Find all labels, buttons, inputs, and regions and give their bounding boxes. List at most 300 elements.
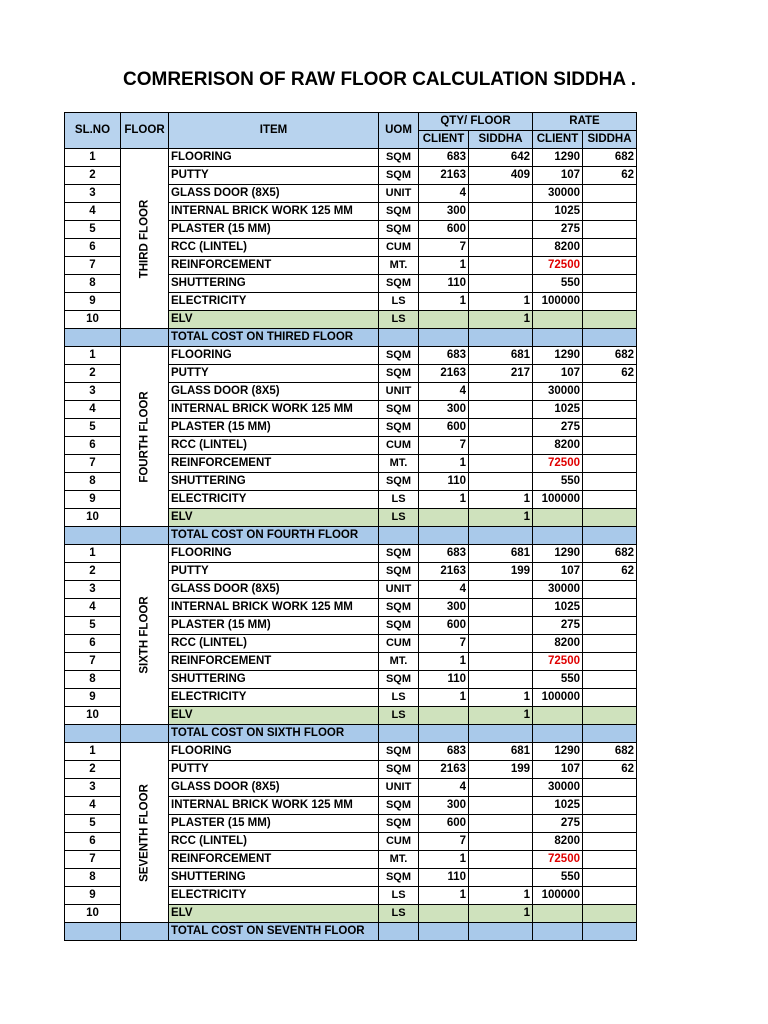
total-empty-cell: [583, 725, 637, 743]
cell-item: PUTTY: [169, 167, 379, 185]
cell-item: ELECTRICITY: [169, 689, 379, 707]
cell-item: RCC (LINTEL): [169, 437, 379, 455]
header-item: ITEM: [169, 113, 379, 149]
header-qty-floor: QTY/ FLOOR: [419, 113, 533, 131]
cell-slno: 3: [65, 185, 121, 203]
cell-rate-client: 550: [533, 473, 583, 491]
cell-rate-siddha: [583, 797, 637, 815]
total-empty-cell: [65, 527, 121, 545]
cell-rate-client: 550: [533, 869, 583, 887]
table-row: [65, 347, 637, 365]
total-label: TOTAL COST ON SEVENTH FLOOR: [169, 923, 379, 941]
cell-rate-client: [533, 509, 583, 527]
cell-qty-client: 1: [419, 293, 469, 311]
cell-rate-client: 550: [533, 671, 583, 689]
cell-rate-client: 100000: [533, 293, 583, 311]
cell-qty-client: 600: [419, 617, 469, 635]
cell-rate-client: 1290: [533, 743, 583, 761]
cell-item: SHUTTERING: [169, 869, 379, 887]
cell-qty-siddha: 217: [469, 365, 533, 383]
cell-qty-client: 1: [419, 491, 469, 509]
cell-slno: 5: [65, 617, 121, 635]
cell-slno: 8: [65, 473, 121, 491]
cell-qty-client: 1: [419, 689, 469, 707]
cell-item: GLASS DOOR (8X5): [169, 185, 379, 203]
cell-rate-siddha: [583, 275, 637, 293]
cell-qty-siddha: [469, 401, 533, 419]
total-empty-cell: [379, 725, 419, 743]
cell-slno: 6: [65, 239, 121, 257]
cell-item: ELV: [169, 707, 379, 725]
cell-qty-client: [419, 707, 469, 725]
cell-rate-client: 275: [533, 815, 583, 833]
cell-rate-client: 30000: [533, 185, 583, 203]
cell-rate-client: 107: [533, 365, 583, 383]
cell-qty-siddha: [469, 239, 533, 257]
cell-slno: 7: [65, 455, 121, 473]
cell-rate-siddha: [583, 293, 637, 311]
cell-uom: LS: [379, 905, 419, 923]
cell-rate-siddha: [583, 851, 637, 869]
cell-slno: 6: [65, 833, 121, 851]
header-rate-siddha: SIDDHA: [583, 131, 637, 149]
cell-rate-client: 100000: [533, 887, 583, 905]
cell-rate-siddha: [583, 185, 637, 203]
floor-name: THIRD FLOOR: [138, 199, 150, 278]
cell-slno: 4: [65, 203, 121, 221]
cell-rate-client: 30000: [533, 581, 583, 599]
cell-rate-siddha: [583, 653, 637, 671]
cell-qty-client: 110: [419, 671, 469, 689]
cell-uom: SQM: [379, 797, 419, 815]
cell-slno: 3: [65, 383, 121, 401]
cell-slno: 2: [65, 365, 121, 383]
total-empty-cell: [65, 725, 121, 743]
cell-uom: SQM: [379, 599, 419, 617]
cell-uom: CUM: [379, 635, 419, 653]
header-slno: SL.NO: [65, 113, 121, 149]
cell-qty-siddha: 1: [469, 887, 533, 905]
total-empty-cell: [583, 527, 637, 545]
cell-uom: UNIT: [379, 581, 419, 599]
cell-item: GLASS DOOR (8X5): [169, 383, 379, 401]
cell-rate-siddha: [583, 815, 637, 833]
cell-rate-siddha: [583, 257, 637, 275]
cell-qty-client: 683: [419, 149, 469, 167]
floor-name-cell: [121, 545, 169, 725]
cell-rate-client: 30000: [533, 383, 583, 401]
total-empty-cell: [379, 923, 419, 941]
cell-rate-siddha: 62: [583, 167, 637, 185]
cell-rate-siddha: [583, 599, 637, 617]
cell-qty-siddha: 199: [469, 563, 533, 581]
cell-slno: 9: [65, 689, 121, 707]
total-empty-cell: [533, 527, 583, 545]
cell-slno: 5: [65, 815, 121, 833]
cell-rate-client: 275: [533, 419, 583, 437]
cell-qty-client: 7: [419, 239, 469, 257]
cell-item: ELV: [169, 509, 379, 527]
cell-qty-client: [419, 509, 469, 527]
cell-item: RCC (LINTEL): [169, 833, 379, 851]
cell-slno: 10: [65, 905, 121, 923]
cell-item: PLASTER (15 MM): [169, 419, 379, 437]
cell-rate-siddha: [583, 473, 637, 491]
cell-rate-client: 100000: [533, 491, 583, 509]
cell-item: FLOORING: [169, 347, 379, 365]
cell-uom: SQM: [379, 761, 419, 779]
cell-qty-client: 1: [419, 887, 469, 905]
cell-slno: 4: [65, 797, 121, 815]
cell-slno: 9: [65, 293, 121, 311]
cell-slno: 6: [65, 635, 121, 653]
cell-qty-client: 4: [419, 581, 469, 599]
cell-qty-client: 4: [419, 383, 469, 401]
cell-qty-siddha: [469, 833, 533, 851]
cell-item: RCC (LINTEL): [169, 635, 379, 653]
cell-qty-client: 7: [419, 833, 469, 851]
cell-uom: SQM: [379, 401, 419, 419]
total-row: [65, 527, 637, 545]
total-empty-cell: [379, 527, 419, 545]
cell-item: ELV: [169, 311, 379, 329]
cell-qty-siddha: [469, 797, 533, 815]
cell-rate-client: 8200: [533, 833, 583, 851]
cell-rate-client: 1290: [533, 545, 583, 563]
cell-rate-client: [533, 905, 583, 923]
cell-qty-siddha: [469, 185, 533, 203]
header-qty-siddha: SIDDHA: [469, 131, 533, 149]
cell-slno: 1: [65, 743, 121, 761]
cell-uom: LS: [379, 311, 419, 329]
cell-qty-siddha: [469, 617, 533, 635]
cell-qty-siddha: [469, 221, 533, 239]
cell-uom: LS: [379, 887, 419, 905]
cell-uom: SQM: [379, 743, 419, 761]
cell-rate-client: 72500: [533, 257, 583, 275]
cell-slno: 1: [65, 347, 121, 365]
cell-qty-siddha: 1: [469, 689, 533, 707]
total-empty-cell: [121, 725, 169, 743]
cell-rate-client: [533, 311, 583, 329]
cell-uom: LS: [379, 293, 419, 311]
cell-slno: 10: [65, 311, 121, 329]
cell-rate-siddha: [583, 869, 637, 887]
cell-rate-siddha: 62: [583, 761, 637, 779]
cell-uom: SQM: [379, 365, 419, 383]
total-row: [65, 923, 637, 941]
cell-uom: SQM: [379, 671, 419, 689]
cell-qty-siddha: [469, 635, 533, 653]
cell-qty-client: 300: [419, 203, 469, 221]
total-empty-cell: [379, 329, 419, 347]
cell-qty-client: 1: [419, 851, 469, 869]
cell-rate-siddha: 682: [583, 545, 637, 563]
cell-slno: 3: [65, 581, 121, 599]
cell-slno: 7: [65, 653, 121, 671]
total-empty-cell: [419, 329, 469, 347]
cell-slno: 2: [65, 563, 121, 581]
cell-qty-client: [419, 311, 469, 329]
cell-rate-siddha: [583, 491, 637, 509]
cell-uom: LS: [379, 509, 419, 527]
total-empty-cell: [533, 923, 583, 941]
total-empty-cell: [583, 923, 637, 941]
cell-qty-client: 683: [419, 347, 469, 365]
cell-rate-siddha: [583, 617, 637, 635]
cell-item: FLOORING: [169, 545, 379, 563]
cell-slno: 8: [65, 671, 121, 689]
cell-qty-siddha: 681: [469, 347, 533, 365]
cell-uom: UNIT: [379, 185, 419, 203]
total-empty-cell: [583, 329, 637, 347]
cell-rate-siddha: [583, 419, 637, 437]
cell-qty-client: 4: [419, 185, 469, 203]
table-body: [65, 149, 637, 941]
cell-qty-siddha: 1: [469, 509, 533, 527]
cell-slno: 2: [65, 761, 121, 779]
header-uom: UOM: [379, 113, 419, 149]
cell-qty-siddha: [469, 653, 533, 671]
cell-uom: SQM: [379, 221, 419, 239]
cell-slno: 7: [65, 257, 121, 275]
cell-slno: 5: [65, 419, 121, 437]
cell-rate-client: [533, 707, 583, 725]
cell-rate-siddha: 62: [583, 365, 637, 383]
cell-qty-client: 300: [419, 797, 469, 815]
cell-qty-client: 2163: [419, 761, 469, 779]
total-label: TOTAL COST ON THIRED FLOOR: [169, 329, 379, 347]
cell-slno: 7: [65, 851, 121, 869]
cell-uom: CUM: [379, 833, 419, 851]
cell-uom: SQM: [379, 275, 419, 293]
cell-qty-siddha: 1: [469, 293, 533, 311]
cell-slno: 10: [65, 509, 121, 527]
cell-rate-siddha: [583, 905, 637, 923]
total-empty-cell: [469, 725, 533, 743]
floor-name: FOURTH FLOOR: [138, 390, 150, 483]
total-empty-cell: [533, 329, 583, 347]
cell-rate-siddha: [583, 635, 637, 653]
cell-qty-client: 1: [419, 455, 469, 473]
total-empty-cell: [469, 329, 533, 347]
cell-uom: UNIT: [379, 779, 419, 797]
cell-qty-siddha: 1: [469, 905, 533, 923]
cell-qty-siddha: 1: [469, 311, 533, 329]
cell-slno: 4: [65, 401, 121, 419]
cell-item: FLOORING: [169, 743, 379, 761]
cell-qty-siddha: 681: [469, 545, 533, 563]
cell-item: GLASS DOOR (8X5): [169, 779, 379, 797]
cell-qty-siddha: [469, 383, 533, 401]
cell-rate-siddha: [583, 455, 637, 473]
cell-uom: LS: [379, 491, 419, 509]
cell-rate-client: 30000: [533, 779, 583, 797]
cell-rate-client: 107: [533, 761, 583, 779]
cell-uom: LS: [379, 707, 419, 725]
table-header: [65, 113, 637, 149]
cell-qty-client: 1: [419, 257, 469, 275]
cell-item: SHUTTERING: [169, 671, 379, 689]
page-title: COMRERISON OF RAW FLOOR CALCULATION SIDDHA .: [123, 69, 636, 90]
floor-name-cell: [121, 149, 169, 329]
cell-item: REINFORCEMENT: [169, 257, 379, 275]
cell-uom: SQM: [379, 473, 419, 491]
cell-rate-client: 8200: [533, 239, 583, 257]
cell-qty-client: 683: [419, 743, 469, 761]
cell-item: ELECTRICITY: [169, 887, 379, 905]
cell-item: PUTTY: [169, 761, 379, 779]
cell-slno: 6: [65, 437, 121, 455]
cell-qty-siddha: 1: [469, 707, 533, 725]
cell-slno: 9: [65, 887, 121, 905]
floor-name: SEVENTH FLOOR: [138, 783, 150, 882]
total-empty-cell: [419, 923, 469, 941]
cell-qty-client: 110: [419, 869, 469, 887]
cell-rate-siddha: [583, 707, 637, 725]
cell-rate-client: 107: [533, 167, 583, 185]
total-empty-cell: [419, 725, 469, 743]
cell-qty-client: 300: [419, 599, 469, 617]
cell-uom: MT.: [379, 257, 419, 275]
cell-qty-siddha: [469, 455, 533, 473]
cell-rate-siddha: 62: [583, 563, 637, 581]
cell-rate-siddha: [583, 833, 637, 851]
cell-qty-siddha: 409: [469, 167, 533, 185]
cell-rate-siddha: [583, 383, 637, 401]
total-row: [65, 725, 637, 743]
cell-rate-client: 72500: [533, 653, 583, 671]
cell-qty-client: 1: [419, 653, 469, 671]
comparison-table: [64, 112, 637, 941]
cell-qty-siddha: [469, 275, 533, 293]
floor-name-cell: [121, 347, 169, 527]
floor-name: SIXTH FLOOR: [138, 595, 150, 674]
cell-rate-siddha: [583, 509, 637, 527]
cell-qty-client: 4: [419, 779, 469, 797]
cell-uom: UNIT: [379, 383, 419, 401]
cell-uom: SQM: [379, 815, 419, 833]
cell-slno: 4: [65, 599, 121, 617]
table-row: [65, 545, 637, 563]
cell-qty-siddha: [469, 473, 533, 491]
cell-uom: LS: [379, 689, 419, 707]
cell-rate-siddha: [583, 671, 637, 689]
total-empty-cell: [533, 725, 583, 743]
cell-rate-siddha: [583, 221, 637, 239]
cell-item: REINFORCEMENT: [169, 851, 379, 869]
cell-item: RCC (LINTEL): [169, 239, 379, 257]
cell-qty-siddha: [469, 779, 533, 797]
cell-rate-client: 275: [533, 221, 583, 239]
cell-item: INTERNAL BRICK WORK 125 MM: [169, 797, 379, 815]
cell-rate-siddha: 682: [583, 149, 637, 167]
cell-item: PUTTY: [169, 365, 379, 383]
cell-qty-siddha: 681: [469, 743, 533, 761]
cell-item: ELECTRICITY: [169, 491, 379, 509]
cell-rate-siddha: [583, 887, 637, 905]
cell-item: SHUTTERING: [169, 275, 379, 293]
cell-rate-siddha: 682: [583, 743, 637, 761]
cell-rate-client: 72500: [533, 851, 583, 869]
cell-rate-siddha: [583, 203, 637, 221]
cell-qty-siddha: [469, 851, 533, 869]
cell-item: REINFORCEMENT: [169, 653, 379, 671]
cell-item: INTERNAL BRICK WORK 125 MM: [169, 203, 379, 221]
cell-item: INTERNAL BRICK WORK 125 MM: [169, 401, 379, 419]
total-row: [65, 329, 637, 347]
cell-uom: SQM: [379, 149, 419, 167]
cell-rate-siddha: [583, 779, 637, 797]
cell-uom: MT.: [379, 851, 419, 869]
cell-uom: SQM: [379, 203, 419, 221]
floor-name-cell: [121, 743, 169, 923]
cell-qty-client: 600: [419, 419, 469, 437]
cell-rate-client: 275: [533, 617, 583, 635]
cell-qty-siddha: [469, 257, 533, 275]
cell-qty-client: 600: [419, 221, 469, 239]
cell-qty-client: 2163: [419, 365, 469, 383]
cell-slno: 5: [65, 221, 121, 239]
cell-qty-siddha: 642: [469, 149, 533, 167]
cell-rate-client: 1025: [533, 401, 583, 419]
cell-item: PLASTER (15 MM): [169, 221, 379, 239]
cell-qty-client: 683: [419, 545, 469, 563]
cell-rate-client: 100000: [533, 689, 583, 707]
total-empty-cell: [469, 923, 533, 941]
cell-rate-client: 1025: [533, 203, 583, 221]
cell-qty-siddha: [469, 869, 533, 887]
cell-qty-client: 110: [419, 275, 469, 293]
cell-uom: SQM: [379, 563, 419, 581]
cell-uom: SQM: [379, 167, 419, 185]
total-empty-cell: [469, 527, 533, 545]
cell-uom: CUM: [379, 437, 419, 455]
cell-slno: 8: [65, 869, 121, 887]
table-row: [65, 743, 637, 761]
cell-rate-siddha: [583, 401, 637, 419]
cell-qty-siddha: 199: [469, 761, 533, 779]
cell-uom: SQM: [379, 869, 419, 887]
cell-uom: SQM: [379, 545, 419, 563]
cell-rate-siddha: [583, 239, 637, 257]
table-row: [65, 149, 637, 167]
cell-item: SHUTTERING: [169, 473, 379, 491]
total-empty-cell: [121, 923, 169, 941]
cell-uom: SQM: [379, 617, 419, 635]
total-label: TOTAL COST ON SIXTH FLOOR: [169, 725, 379, 743]
cell-qty-client: [419, 905, 469, 923]
cell-qty-client: 7: [419, 635, 469, 653]
cell-qty-client: 2163: [419, 167, 469, 185]
cell-uom: MT.: [379, 653, 419, 671]
cell-uom: CUM: [379, 239, 419, 257]
total-empty-cell: [65, 329, 121, 347]
cell-uom: MT.: [379, 455, 419, 473]
total-empty-cell: [419, 527, 469, 545]
cell-rate-client: 1290: [533, 347, 583, 365]
cell-qty-client: 7: [419, 437, 469, 455]
cell-item: PLASTER (15 MM): [169, 815, 379, 833]
cell-slno: 1: [65, 149, 121, 167]
cell-qty-siddha: 1: [469, 491, 533, 509]
cell-rate-client: 1290: [533, 149, 583, 167]
cell-item: PLASTER (15 MM): [169, 617, 379, 635]
cell-rate-client: 8200: [533, 635, 583, 653]
cell-uom: SQM: [379, 419, 419, 437]
cell-item: PUTTY: [169, 563, 379, 581]
cell-slno: 8: [65, 275, 121, 293]
